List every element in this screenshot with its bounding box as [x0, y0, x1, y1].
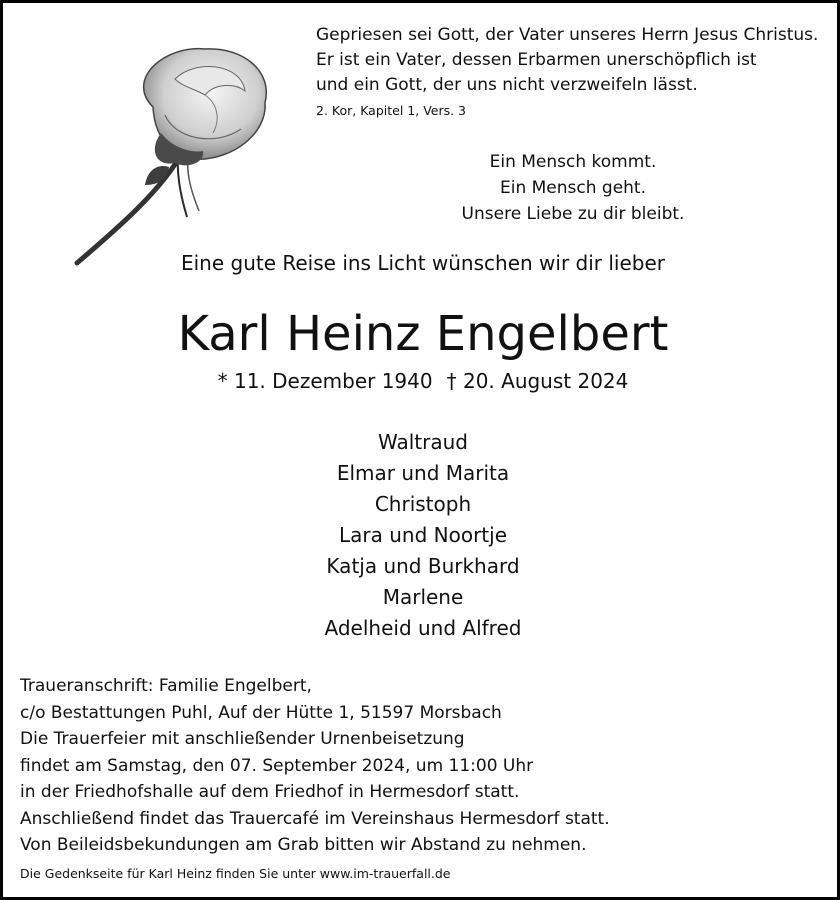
verse-line: und ein Gott, der uns nicht verzweifeln lässt.	[316, 75, 698, 95]
info-line: Traueranschrift: Familie Engelbert,	[20, 676, 312, 696]
verse-reference: 2. Kor, Kapitel 1, Vers. 3	[316, 103, 467, 118]
info-line: c/o Bestattungen Puhl, Auf der Hütte 1, 51597 Morsbach	[20, 702, 502, 723]
funeral-info	[20, 673, 820, 859]
mourner: Elmar und Marita	[336, 461, 510, 485]
mourner: Katja und Burkhard	[326, 554, 520, 578]
info-line: Die Trauerfeier mit anschließender Urnenbeisetzung	[20, 729, 465, 749]
mourner: Marlene	[382, 585, 464, 609]
poem-line: Ein Mensch geht.	[499, 178, 647, 198]
memorial-page-note: Die Gedenkseite für Karl Heinz finden Sie unter www.im-trauerfall.de	[20, 866, 451, 881]
poem	[393, 149, 753, 227]
mourners-list	[3, 427, 840, 644]
mourner: Lara und Noortje	[339, 523, 507, 547]
farewell-intro: Eine gute Reise ins Licht wünschen wir dir lieber	[180, 251, 666, 275]
info-line: findet am Samstag, den 07. September 2024, um 11:00 Uhr	[20, 755, 534, 776]
info-line: in der Friedhofshalle auf dem Friedhof in Hermesdorf statt.	[20, 782, 520, 802]
deceased-name: Karl Heinz Engelbert	[177, 306, 669, 362]
info-line: Anschließend findet das Trauercafé im Vereinshaus Hermesdorf statt.	[20, 808, 610, 829]
death-date: † 20. August 2024	[446, 369, 629, 393]
poem-line: Ein Mensch kommt.	[489, 152, 657, 172]
mourner: Adelheid und Alfred	[324, 616, 522, 640]
birth-date: * 11. Dezember 1940	[217, 369, 433, 393]
mourner: Waltraud	[378, 430, 468, 454]
bible-verse	[316, 23, 826, 120]
mourner: Christoph	[374, 492, 472, 516]
info-line: Von Beileidsbekundungen am Grab bitten wir Abstand zu nehmen.	[20, 835, 587, 855]
life-dates	[3, 369, 840, 393]
poem-line: Unsere Liebe zu dir bleibt.	[461, 204, 685, 224]
verse-line: Gepriesen sei Gott, der Vater unseres Herrn Jesus Christus.	[316, 25, 819, 45]
verse-line: Er ist ein Vater, dessen Erbarmen unerschöpflich ist	[316, 50, 757, 70]
rose-icon	[65, 39, 275, 269]
